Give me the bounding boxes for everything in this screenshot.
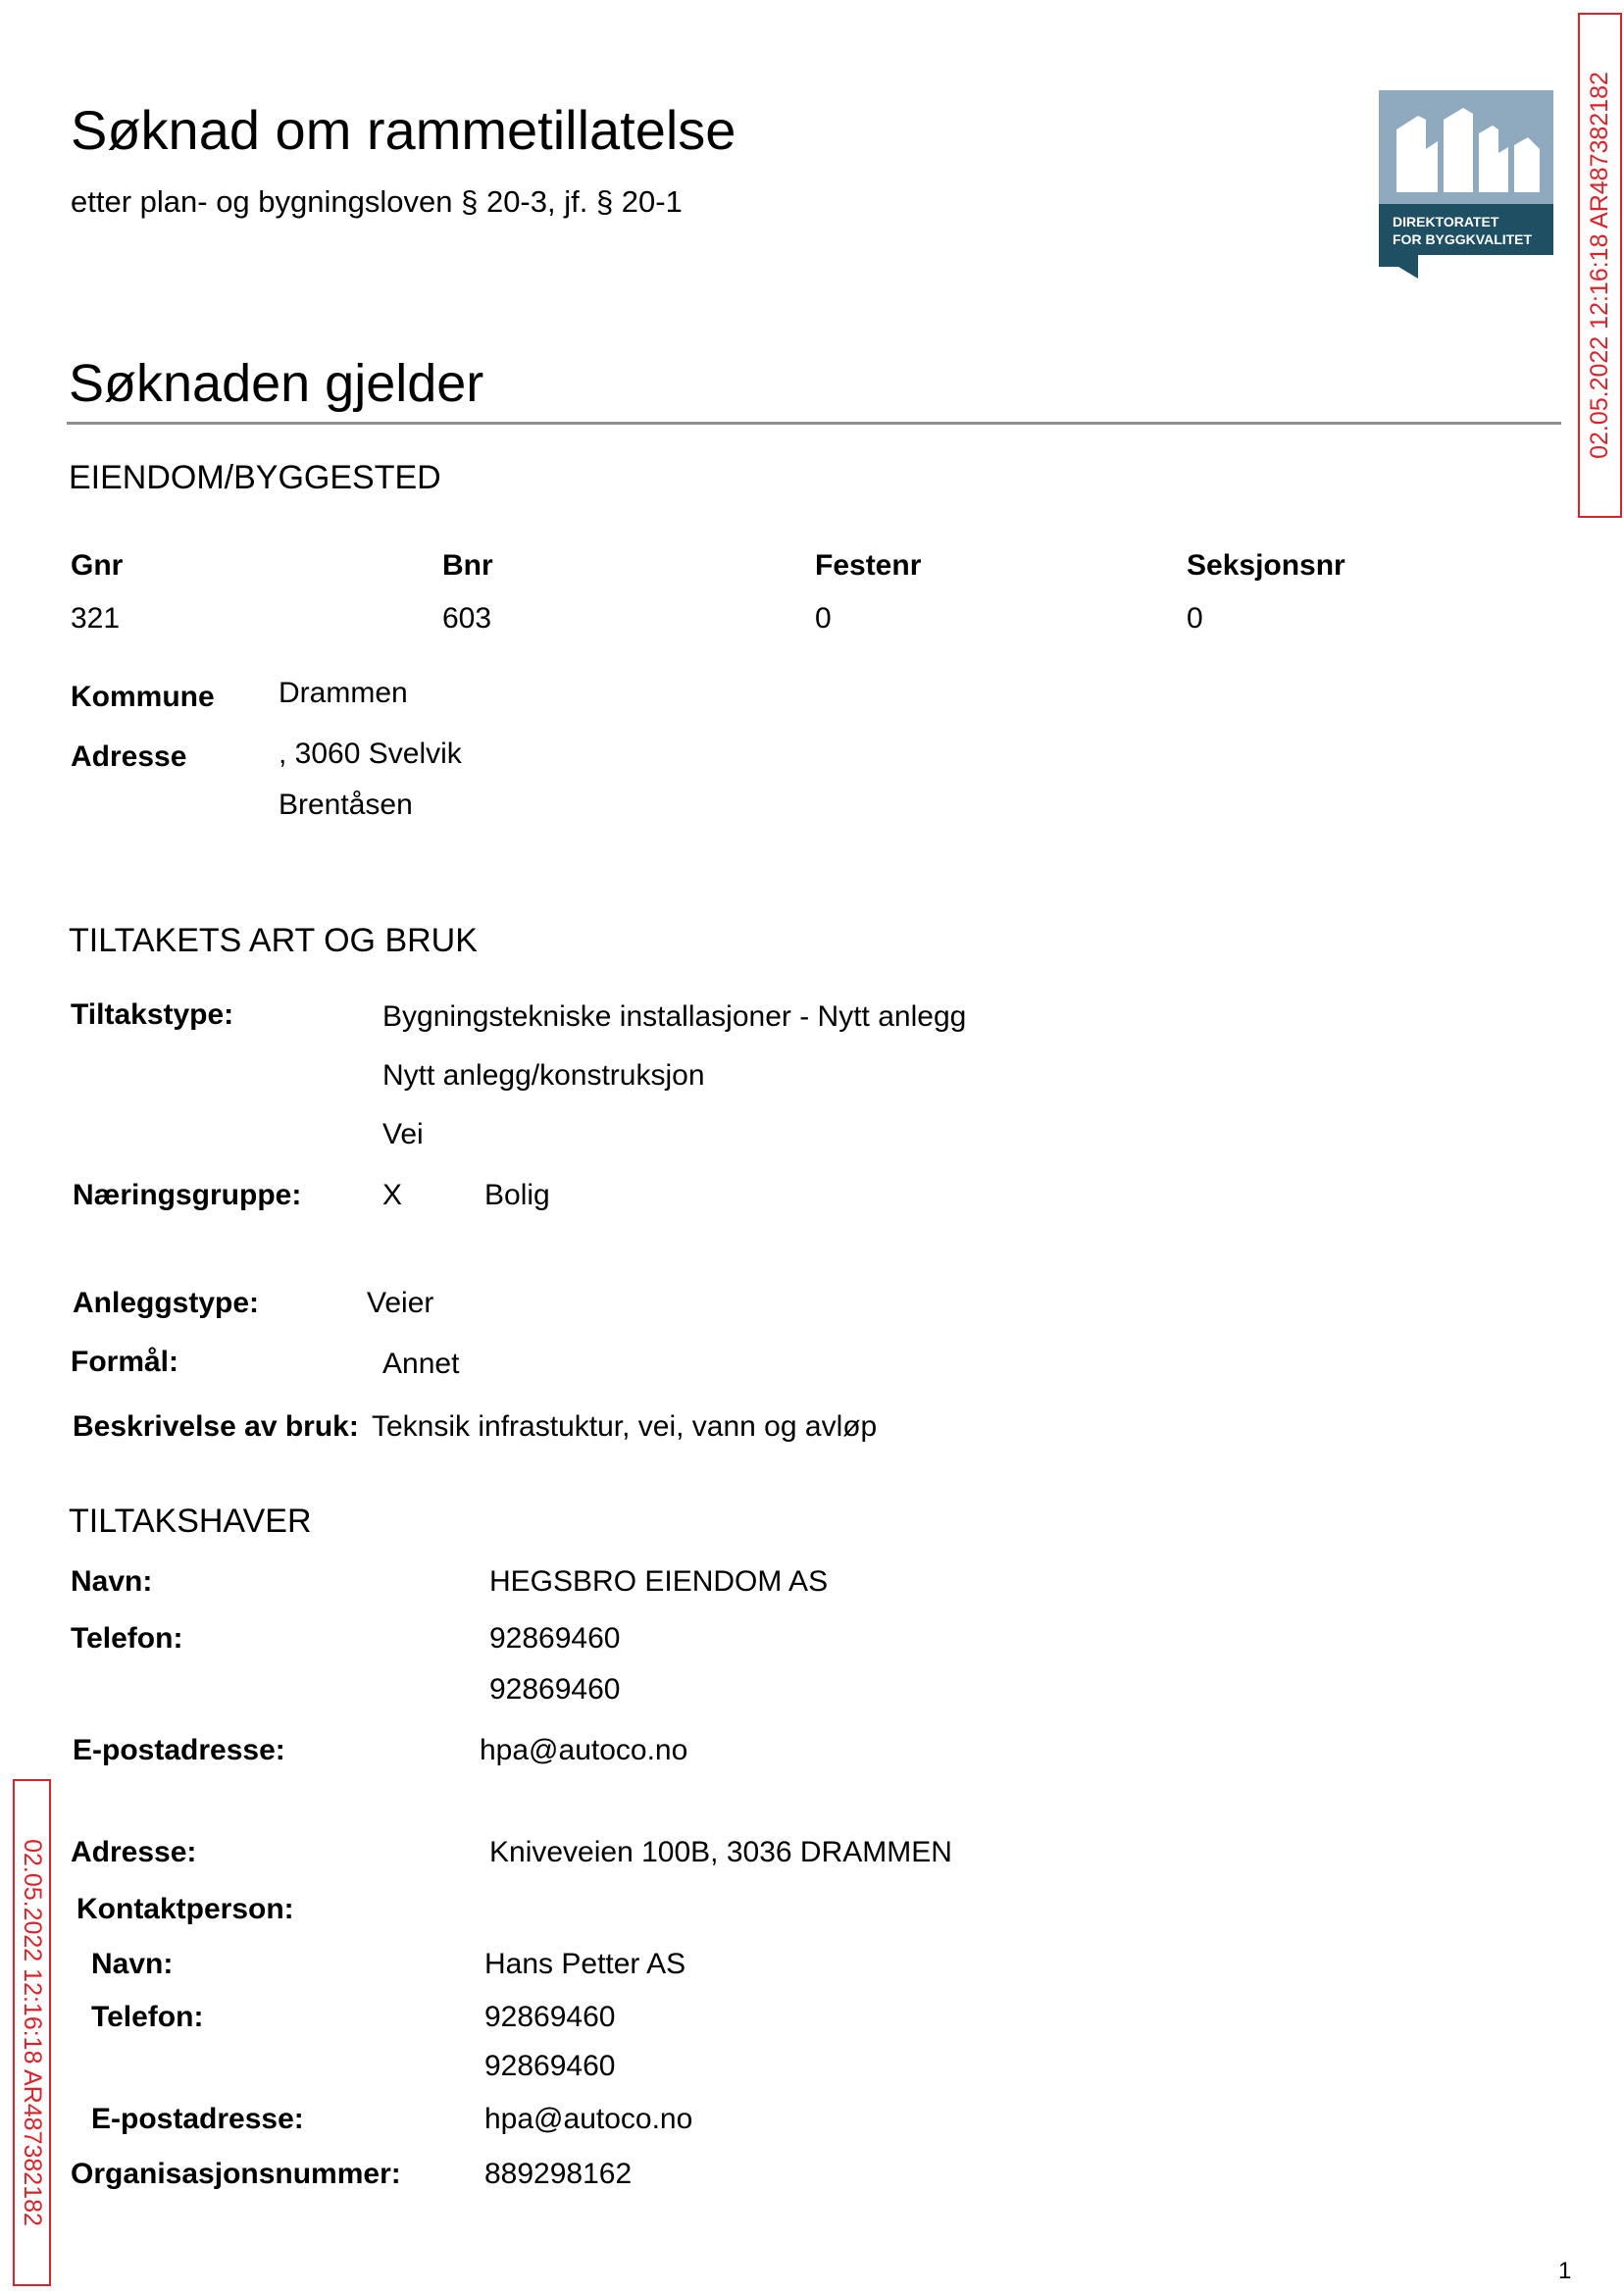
kommune-label: Kommune — [71, 681, 215, 713]
bnr-value: 603 — [442, 602, 492, 635]
naeringsgruppe-code: X — [382, 1179, 403, 1211]
document-subtitle: etter plan- og bygningsloven § 20-3, jf. § 20-1 — [71, 184, 683, 219]
tiltakshaver-navn-value: HEGSBRO EIENDOM AS — [489, 1565, 829, 1598]
kontakt-navn-label: Navn: — [91, 1948, 174, 1980]
kommune-value: Drammen — [279, 677, 408, 709]
anleggstype-label: Anleggstype: — [73, 1287, 260, 1319]
seksjonsnr-label: Seksjonsnr — [1187, 549, 1345, 582]
section-title: Søknaden gjelder — [69, 354, 484, 413]
tiltakstype-item: Bygningstekniske installasjoner - Nytt anlegg — [382, 1000, 967, 1033]
beskrivelse-value: Teknsik infrastuktur, vei, vann og avløp — [372, 1410, 878, 1443]
naeringsgruppe-label: Næringsgruppe: — [73, 1179, 302, 1211]
stamp-text: 02.05.2022 12:16:18 AR487382182 — [1586, 72, 1613, 459]
orgnr-value: 889298162 — [484, 2158, 633, 2190]
beskrivelse-label: Beskrivelse av bruk: — [73, 1410, 359, 1443]
adresse-line2: Brentåsen — [279, 789, 413, 821]
adresse-line1: , 3060 Svelvik — [279, 738, 462, 770]
tiltakshaver-adresse-label: Adresse: — [71, 1836, 197, 1868]
page-number: 1 — [1558, 2258, 1572, 2284]
tiltakshaver-telefon-label: Telefon: — [71, 1622, 183, 1655]
adresse-label: Adresse — [71, 740, 187, 773]
tiltakstype-item: Nytt anlegg/konstruksjon — [382, 1059, 705, 1092]
tiltakshaver-telefon-value: 92869460 — [489, 1622, 621, 1655]
seksjonsnr-value: 0 — [1187, 602, 1203, 635]
logo-text-line1: DIREKTORATET — [1393, 214, 1499, 229]
archive-stamp-left — [13, 1779, 51, 2286]
section-divider — [67, 422, 1561, 425]
kontakt-telefon-value: 92869460 — [484, 2050, 616, 2082]
tiltak-heading: TILTAKETS ART OG BRUK — [69, 922, 478, 959]
anleggstype-value: Veier — [367, 1287, 434, 1319]
formal-value: Annet — [382, 1348, 460, 1380]
festenr-label: Festenr — [815, 549, 922, 582]
tiltakshaver-epost-value: hpa@autoco.no — [480, 1734, 688, 1766]
tiltakshaver-epost-label: E-postadresse: — [73, 1734, 285, 1766]
tiltakstype-label: Tiltakstype: — [71, 998, 234, 1031]
naeringsgruppe-value: Bolig — [484, 1179, 550, 1211]
archive-stamp-right — [1578, 13, 1622, 518]
eiendom-heading: EIENDOM/BYGGESTED — [69, 459, 441, 496]
tiltakshaver-heading: TILTAKSHAVER — [69, 1503, 312, 1540]
kontakt-navn-value: Hans Petter AS — [484, 1948, 686, 1980]
gnr-label: Gnr — [71, 549, 124, 582]
orgnr-label: Organisasjonsnummer: — [71, 2158, 401, 2190]
tiltakshaver-navn-label: Navn: — [71, 1565, 153, 1598]
kontakt-epost-value: hpa@autoco.no — [484, 2103, 693, 2135]
kontakt-epost-label: E-postadresse: — [91, 2103, 304, 2135]
logo-text-line2: FOR BYGGKVALITET — [1393, 231, 1533, 247]
tiltakstype-item: Vei — [382, 1118, 424, 1150]
dibk-logo — [1379, 90, 1553, 279]
festenr-value: 0 — [815, 602, 832, 635]
stamp-text: 02.05.2022 12:16:18 AR487382182 — [19, 1839, 46, 2226]
gnr-value: 321 — [71, 602, 121, 635]
document-title: Søknad om rammetillatelse — [71, 99, 736, 161]
bnr-label: Bnr — [442, 549, 493, 582]
kontaktperson-label: Kontaktperson: — [76, 1893, 294, 1925]
kontakt-telefon-label: Telefon: — [91, 2001, 204, 2033]
tiltakshaver-adresse-value: Kniveveien 100B, 3036 DRAMMEN — [489, 1836, 952, 1868]
tiltakshaver-telefon-value: 92869460 — [489, 1673, 621, 1706]
kontakt-telefon-value: 92869460 — [484, 2001, 616, 2033]
formal-label: Formål: — [71, 1346, 179, 1378]
